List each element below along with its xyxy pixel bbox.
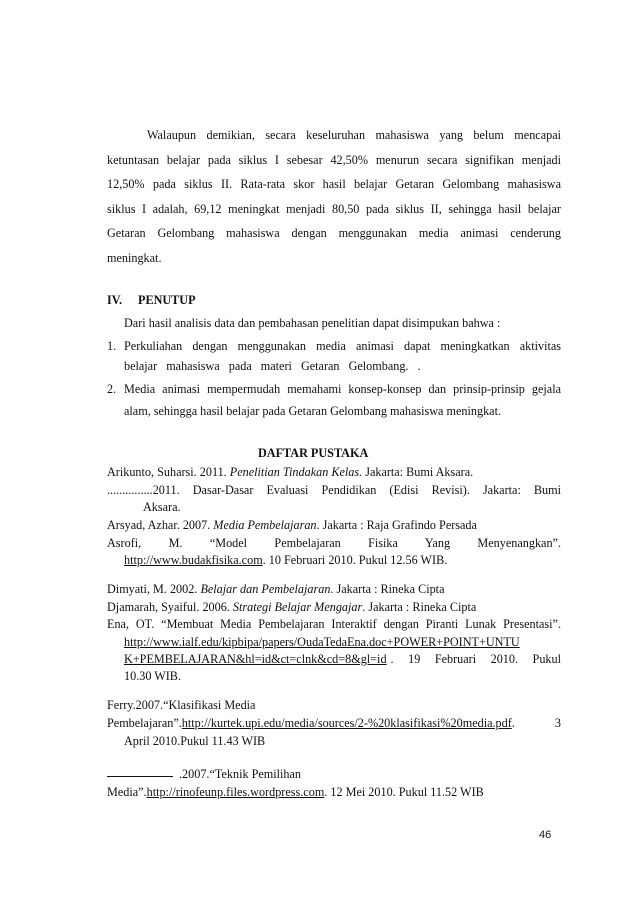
reference-author: Djamarah, Syaiful. 2006. <box>107 600 233 614</box>
paragraph-line: Getaran Gelombang mahasiswa dengan menggunakan media animasi cenderung <box>107 226 561 240</box>
reference-entry <box>107 600 476 614</box>
reference-continuation: Aksara. <box>143 500 181 514</box>
paragraph-line: siklus I adalah, 69,12 meningkat menjadi 80,50 pada siklus II, sehingga hasil belajar <box>107 202 561 216</box>
reference-entry <box>107 582 444 596</box>
reference-link[interactable]: http://www.budakfisika.com <box>124 553 263 567</box>
list-item-number: 1. <box>107 339 117 353</box>
reference-title: Strategi Belajar Mengajar <box>232 600 363 614</box>
reference-continuation <box>124 553 447 567</box>
reference-continuation: April 2010.Pukul 11.43 WIB <box>124 734 266 748</box>
paragraph-line: Walaupun demikian, secara keseluruhan mahasiswa yang belum mencapai <box>147 128 561 142</box>
author-placeholder-rule <box>107 775 173 777</box>
list-item-line: Media animasi mempermudah memahami konsep-konsep dan prinsip-prinsip gejala <box>124 382 561 396</box>
reference-date: . 10 Februari 2010. Pukul 12.56 WIB. <box>262 553 448 567</box>
reference-continuation: 10.30 WIB. <box>124 669 181 683</box>
reference-text: .2007.“Teknik Pemilihan <box>179 767 302 781</box>
paragraph-line: meningkat. <box>107 251 162 265</box>
reference-entry <box>107 767 301 781</box>
reference-continuation <box>107 716 561 730</box>
reference-author: Arsyad, Azhar. 2007. <box>107 518 214 532</box>
reference-entry: Ferry.2007.“Klasifikasi Media <box>107 698 256 712</box>
reference-date: . 12 Mei 2010. Pukul 11.52 WIB <box>324 785 484 799</box>
section-intro: Dari hasil analisis data dan pembahasan penelitian dapat disimpukan bahwa : <box>124 316 501 330</box>
list-item-number: 2. <box>107 382 117 396</box>
reference-author: Dimyati, M. 2002. <box>107 582 201 596</box>
page-number: 46 <box>539 829 552 841</box>
reference-title: Media Pembelajaran <box>213 518 317 532</box>
reference-label: Pembelajaran”. <box>107 716 182 730</box>
section-title: PENUTUP <box>138 293 196 307</box>
reference-link[interactable]: http://kurtek.upi.edu/media/sources/2-%20klasifikasi%20media.pdf <box>181 716 512 730</box>
reference-title: Penelitian Tindakan Kelas. <box>229 465 363 479</box>
reference-entry: ...............2011. Dasar-Dasar Evaluasi Pendidikan (Edisi Revisi). Jakarta: Bumi <box>107 483 561 497</box>
reference-continuation <box>107 785 484 799</box>
reference-label: Media”. <box>107 785 147 799</box>
reference-publisher: . Jakarta : Rineka Cipta <box>362 600 477 614</box>
reference-entry: Asrofi, M. “Model Pembelajaran Fisika Yang Menyenangkan”. <box>107 536 561 550</box>
reference-publisher: . Jakarta : Raja Grafindo Persada <box>316 518 477 532</box>
list-item-line: Perkuliahan dengan menggunakan media animasi dapat meningkatkan aktivitas <box>124 339 561 353</box>
reference-entry <box>107 465 473 479</box>
paragraph-line: 12,50% pada siklus II. Rata-rata skor hasil belajar Getaran Gelombang mahasiswa <box>107 177 561 191</box>
reference-continuation <box>124 652 561 666</box>
reference-continuation <box>124 635 520 649</box>
reference-author: Arikunto, Suharsi. 2011. <box>107 465 230 479</box>
list-item-line: belajar mahasiswa pada materi Getaran Gelombang. . <box>124 359 421 373</box>
reference-entry: Ena, OT. “Membuat Media Pembelajaran Interaktif dengan Piranti Lunak Presentasi”. <box>107 617 561 631</box>
paragraph-line: ketuntasan belajar pada siklus I sebesar 42,50% menurun secara signifikan menjadi <box>107 153 561 167</box>
reference-link[interactable]: K+PEMBELAJARAN&hl=id&ct=clnk&cd=8&gl=id <box>124 652 387 666</box>
reference-title: Belajar dan Pembelajaran <box>200 582 331 596</box>
list-item-line: alam, sehingga hasil belajar pada Getaran Gelombang mahasiswa meningkat. <box>124 404 502 418</box>
section-number: IV. <box>107 293 123 307</box>
reference-link[interactable]: http://www.ialf.edu/kipbipa/papers/OudaTedaEna.doc+POWER+POINT+UNTU <box>124 635 520 649</box>
reference-date: . 3 <box>511 716 561 730</box>
reference-publisher: Jakarta: Bumi Aksara. <box>362 465 474 479</box>
reference-link[interactable]: http://rinofeunp.files.wordpress.com <box>146 785 325 799</box>
references-heading: DAFTAR PUSTAKA <box>258 446 369 460</box>
reference-date: . 19 Februari 2010. Pukul <box>390 652 561 666</box>
reference-publisher: . Jakarta : Rineka Cipta <box>330 582 445 596</box>
reference-entry <box>107 518 477 532</box>
